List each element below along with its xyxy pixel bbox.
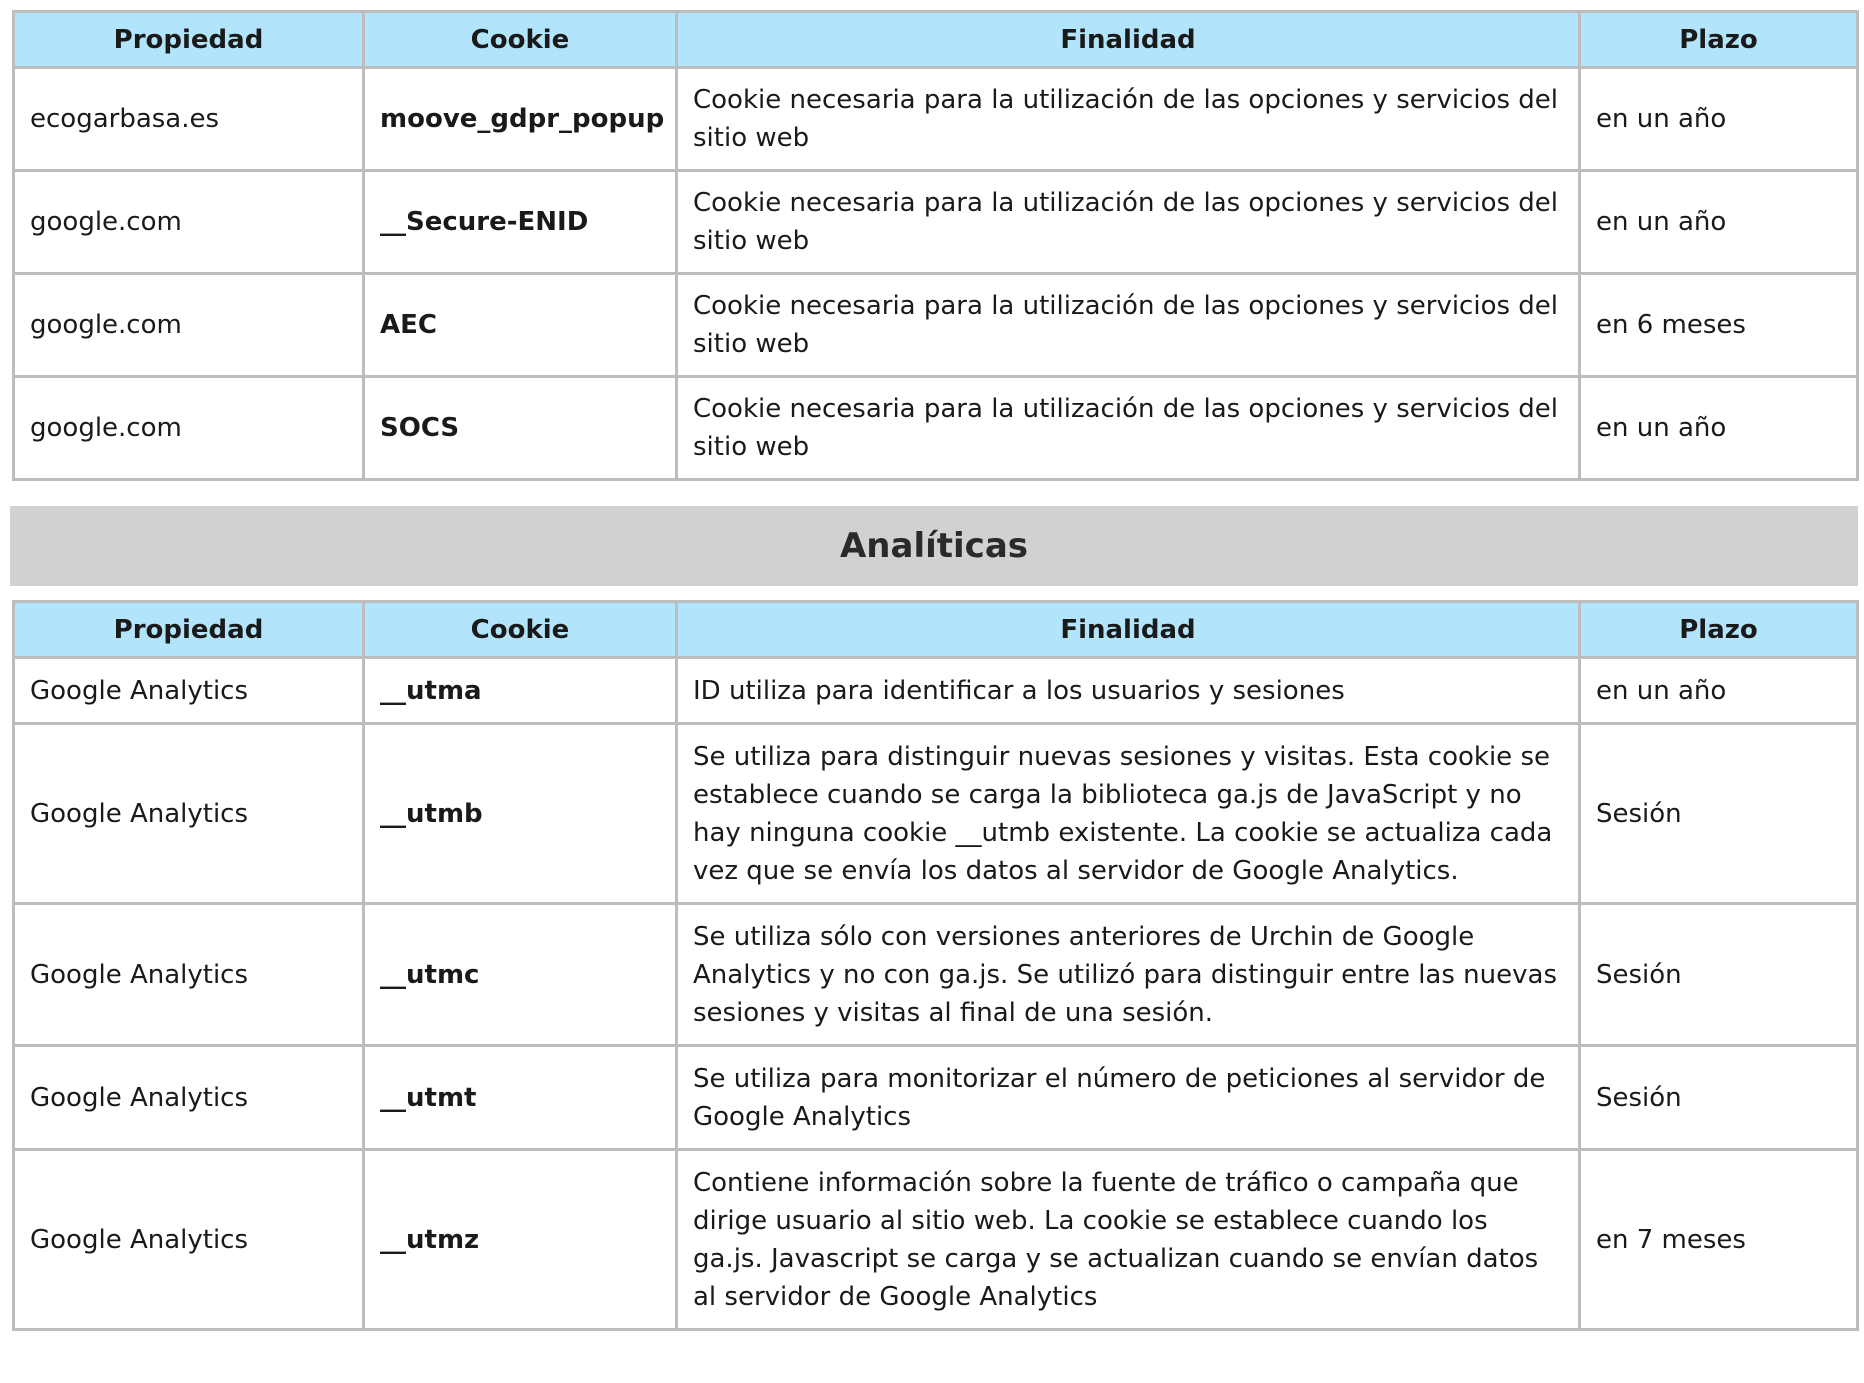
table-row [14,724,1858,904]
cell-finalidad: Se utiliza sólo con versiones anteriores de Urchin de Google Analytics y no con ga.js. Se utilizó para distinguir entre las nuevas sesiones y visitas al final de una sesión. [677,904,1580,1046]
cell-finalidad: Cookie necesaria para la utilización de las opciones y servicios del sitio web [677,377,1580,480]
cell-propiedad: Google Analytics [14,1150,364,1330]
cell-cookie: __utmb [364,724,677,904]
analytics-section-title: Analíticas [10,506,1858,586]
cell-plazo: en un año [1580,171,1858,274]
cell-plazo: en 7 meses [1580,1150,1858,1330]
cell-finalidad: ID utiliza para identificar a los usuarios y sesiones [677,658,1580,724]
header-cookie: Cookie [364,12,677,68]
table-header-row [14,12,1858,68]
header-plazo: Plazo [1580,602,1858,658]
header-finalidad: Finalidad [677,602,1580,658]
cell-plazo: en un año [1580,377,1858,480]
cell-plazo: en un año [1580,68,1858,171]
cookie-policy-tables [12,10,1856,1331]
cell-finalidad: Contiene información sobre la fuente de tráfico o campaña que dirige usuario al sitio web. La cookie se establece cuando los ga.js. Javascript se carga y se actualizan cuando se envían datos al servidor de Google Analytics [677,1150,1580,1330]
table-row [14,171,1858,274]
cell-plazo: Sesión [1580,1046,1858,1150]
cell-propiedad: Google Analytics [14,904,364,1046]
cell-plazo: en 6 meses [1580,274,1858,377]
header-plazo: Plazo [1580,12,1858,68]
cell-finalidad: Cookie necesaria para la utilización de las opciones y servicios del sitio web [677,68,1580,171]
cell-finalidad: Se utiliza para distinguir nuevas sesiones y visitas. Esta cookie se establece cuando se carga la biblioteca ga.js de JavaScript y no hay ninguna cookie __utmb existente. La cookie se actualiza cada vez que se envía los datos al servidor de Google Analytics. [677,724,1580,904]
header-propiedad: Propiedad [14,602,364,658]
table-row [14,658,1858,724]
table-row [14,274,1858,377]
cell-propiedad: google.com [14,377,364,480]
cell-propiedad: google.com [14,274,364,377]
table-row [14,1046,1858,1150]
cell-propiedad: ecogarbasa.es [14,68,364,171]
cell-cookie: AEC [364,274,677,377]
cell-finalidad: Cookie necesaria para la utilización de las opciones y servicios del sitio web [677,171,1580,274]
table-row [14,904,1858,1046]
header-finalidad: Finalidad [677,12,1580,68]
analytics-cookies-table [12,600,1859,1331]
cell-finalidad: Cookie necesaria para la utilización de las opciones y servicios del sitio web [677,274,1580,377]
cell-propiedad: Google Analytics [14,658,364,724]
table-row [14,1150,1858,1330]
cell-cookie: __utmt [364,1046,677,1150]
table-header-row [14,602,1858,658]
header-cookie: Cookie [364,602,677,658]
table-row [14,377,1858,480]
cell-cookie: SOCS [364,377,677,480]
cell-propiedad: Google Analytics [14,724,364,904]
necessary-cookies-table [12,10,1859,481]
header-propiedad: Propiedad [14,12,364,68]
cell-plazo: Sesión [1580,724,1858,904]
cell-propiedad: Google Analytics [14,1046,364,1150]
cell-finalidad: Se utiliza para monitorizar el número de peticiones al servidor de Google Analytics [677,1046,1580,1150]
table-row [14,68,1858,171]
cell-cookie: __utmc [364,904,677,1046]
cell-plazo: en un año [1580,658,1858,724]
cell-cookie: __utmz [364,1150,677,1330]
cell-cookie: moove_gdpr_popup [364,68,677,171]
cell-propiedad: google.com [14,171,364,274]
cell-cookie: __utma [364,658,677,724]
cell-cookie: __Secure-ENID [364,171,677,274]
cell-plazo: Sesión [1580,904,1858,1046]
